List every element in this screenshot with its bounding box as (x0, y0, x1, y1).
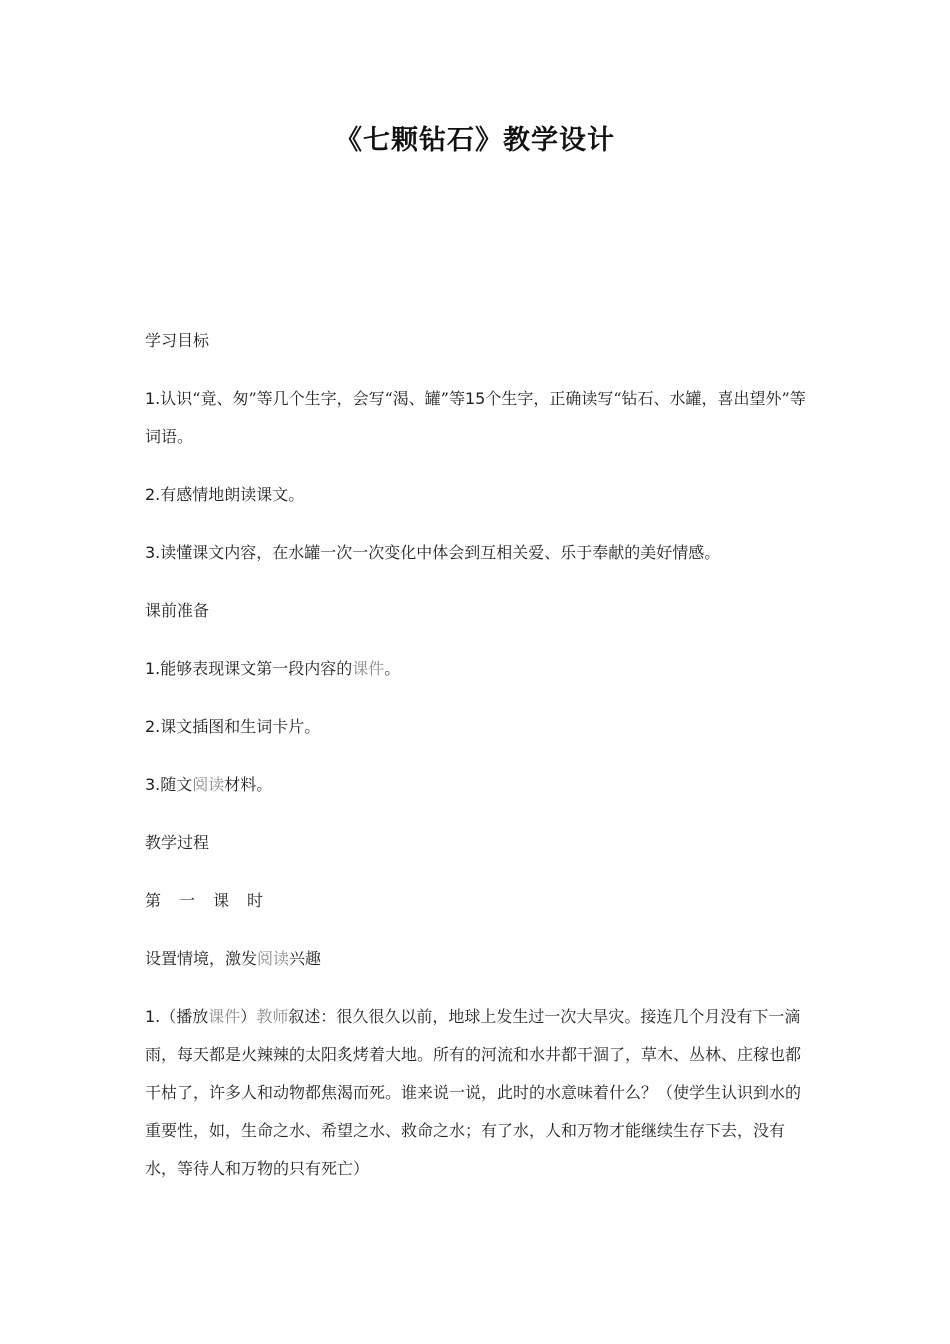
goal1-count: 15 (465, 389, 486, 408)
prep1-text-b: 。 (384, 659, 401, 678)
prep3-text-b: 材料。 (224, 775, 273, 794)
prep3-text-a: 随文 (160, 775, 193, 794)
prep2-text: 课文插图和生词卡片。 (160, 717, 321, 736)
reading-link-2[interactable]: 阅读 (257, 949, 290, 968)
step-heading-text-a: 设置情境，激发 (145, 949, 258, 968)
goal-item-3 (145, 534, 810, 572)
para1-text-a: （播放 (160, 1007, 209, 1026)
goal2-number: 2. (145, 485, 161, 504)
reading-link[interactable]: 阅读 (192, 775, 225, 794)
teacher-link[interactable]: 教师 (256, 1007, 289, 1026)
document-title: 《七颗钻石》教学设计 (335, 125, 615, 156)
step-heading (145, 940, 810, 978)
goal-item-1 (145, 380, 810, 456)
lesson-char-1: 第 (145, 891, 162, 910)
courseware-link-2[interactable]: 课件 (208, 1007, 241, 1026)
prep-heading: 课前准备 (145, 601, 210, 620)
paragraph-1 (145, 998, 810, 1188)
para1-text-b: ） (240, 1007, 257, 1026)
goal1-text-b: 个生字，正确读写“钻石、水罐，喜出望外”等词语。 (145, 389, 806, 446)
lesson-heading (145, 882, 810, 920)
goal-item-2 (145, 476, 810, 514)
prep-item-3 (145, 766, 810, 804)
prep1-number: 1. (145, 659, 161, 678)
lesson-char-2: 一 (179, 891, 196, 910)
para1-text-c: 叙述：很久很久以前，地球上发生过一次大旱灾。接连几个月没有下一滴雨，每天都是火辣辣的太阳炙烤着大地。所有的河流和水井都干涸了，草木、丛林、庄稼也都干枯了，许多人和动物都焦渴而死。谁来说一说，此时的水意味着什么？（使学生认识到水的重要性，如，生命之水、希望之水、救命之水；有了水，人和万物才能继续生存下去，没有水，等待人和万物的只有死亡） (145, 1007, 802, 1178)
prep-item-1 (145, 650, 810, 688)
prep3-number: 3. (145, 775, 161, 794)
goal1-number: 1. (145, 389, 161, 408)
goal2-text: 有感情地朗读课文。 (160, 485, 305, 504)
lesson-char-3: 课 (213, 891, 230, 910)
document-body (145, 322, 810, 1188)
prep1-text-a: 能够表现课文第一段内容的 (160, 659, 353, 678)
courseware-link[interactable]: 课件 (352, 659, 385, 678)
prep-item-2 (145, 708, 810, 746)
step-heading-text-b: 兴趣 (289, 949, 322, 968)
process-heading: 教学过程 (145, 833, 210, 852)
goal3-number: 3. (145, 543, 161, 562)
goal3-text: 读懂课文内容，在水罐一次一次变化中体会到互相关爱、乐于奉献的美好情感。 (160, 543, 721, 562)
goals-heading: 学习目标 (145, 331, 210, 350)
goal1-text-a: 认识“竟、匆”等几个生字，会写“渴、罐”等 (160, 389, 465, 408)
lesson-char-4: 时 (247, 891, 264, 910)
prep2-number: 2. (145, 717, 161, 736)
para1-number: 1. (145, 1007, 161, 1026)
